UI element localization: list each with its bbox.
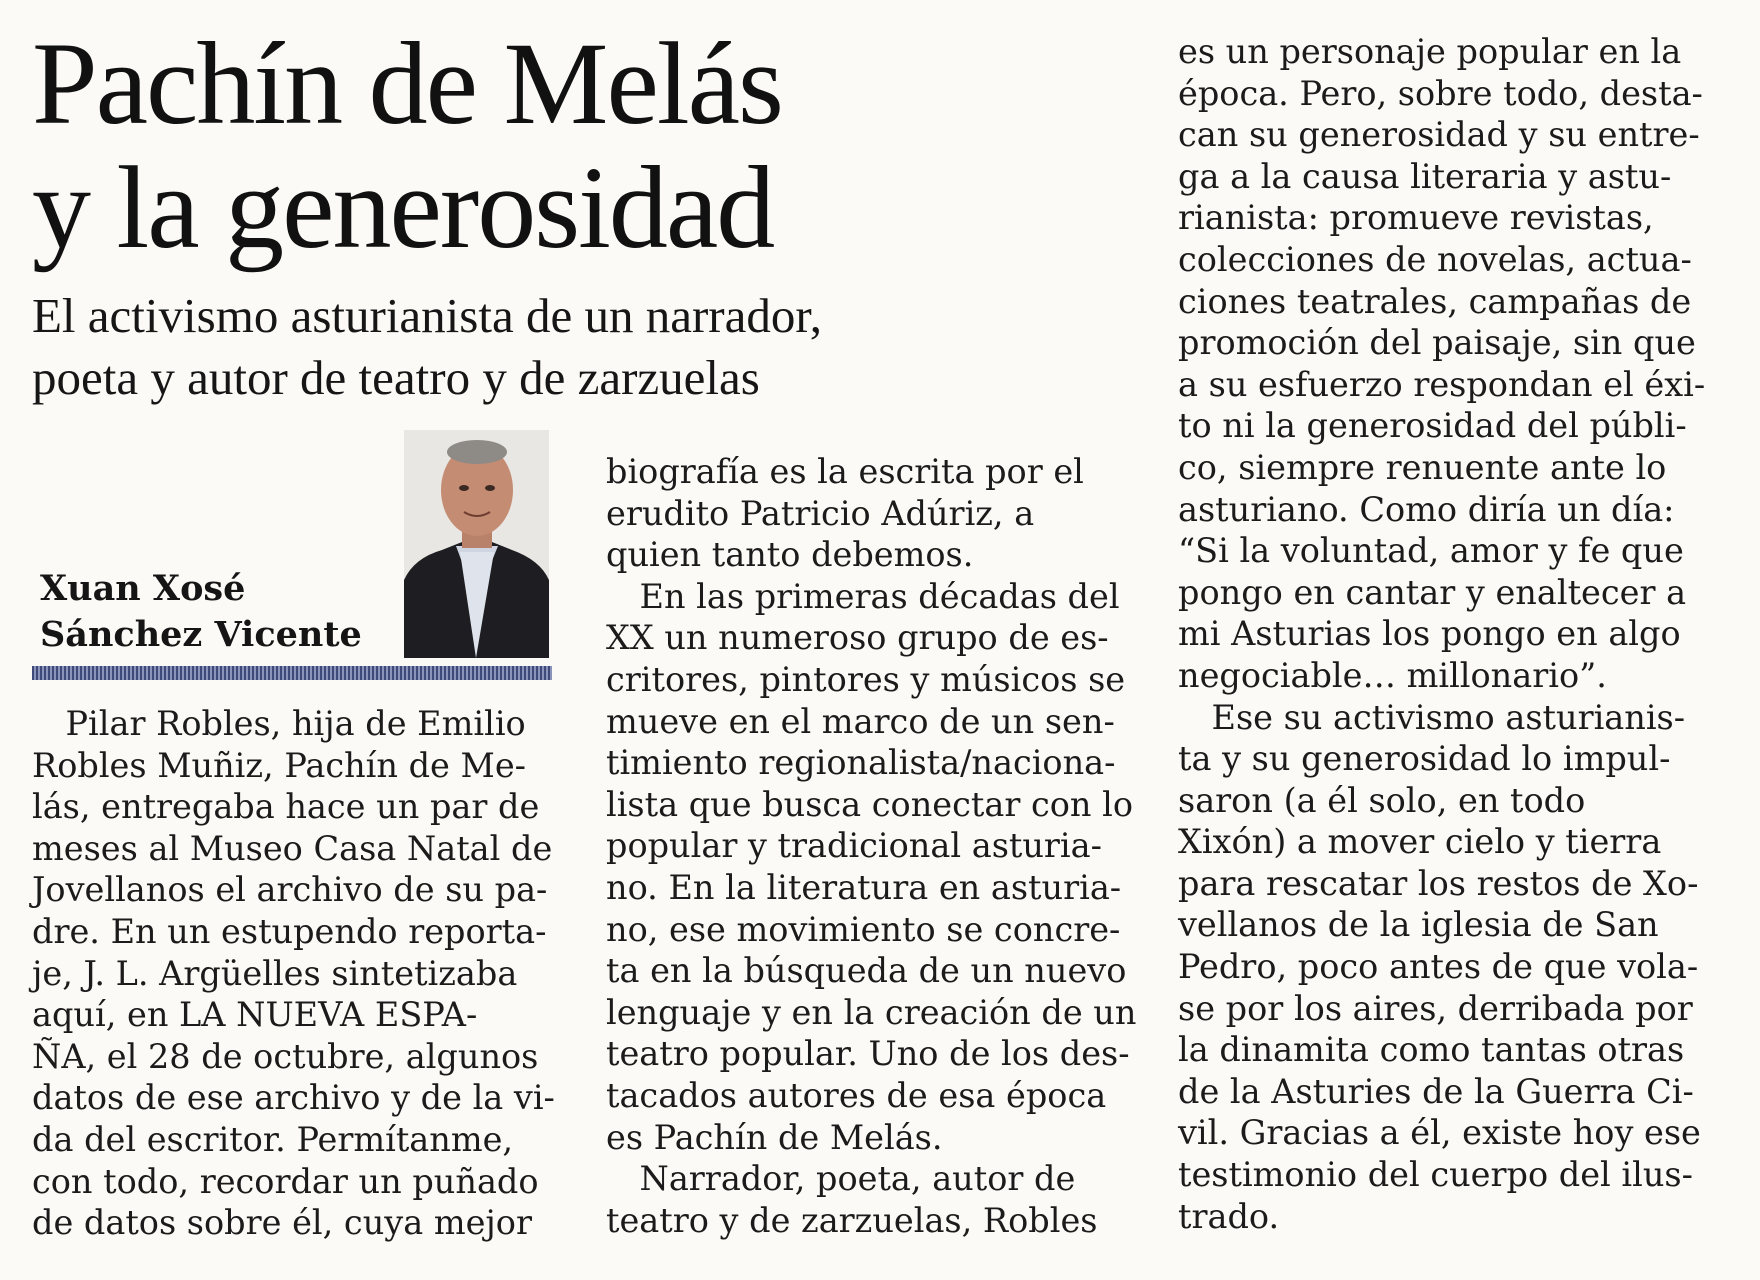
body-text-line: mueve en el marco de un sen- [606,701,1115,741]
body-text-line: es un personaje popular en la [1178,32,1682,71]
byline-divider [32,666,552,680]
byline-box [32,430,552,684]
body-text-line: testimonio del cuerpo del ilus- [1178,1155,1693,1195]
body-text-line: es Pachín de Melás. [606,1117,943,1157]
body-text-line: je, J. L. Argüelles sintetizaba [32,953,518,993]
text-column-2 [606,451,1146,1241]
body-text-line: ta en la búsqueda de un nuevo [606,951,1127,991]
body-text-line: de la Asturies de la Guerra Ci- [1178,1071,1694,1111]
body-text-line: vellanos de la iglesia de San [1178,905,1659,945]
text-column-3 [1178,31,1738,1237]
text-column-1 [32,703,555,1244]
body-text-line: Narrador, poeta, autor de [606,1159,1076,1199]
title-line-1: Pachín de Melás [32,18,782,149]
body-text-line: En las primeras décadas del [606,576,1120,616]
body-text-line: vil. Gracias a él, existe hoy ese [1178,1113,1701,1153]
body-text-line: “Si la voluntad, amor y fe que [1178,531,1684,571]
body-text-line: lenguaje y en la creación de un [606,992,1137,1032]
subtitle-line-1: El activismo asturianista de un narrador, [32,288,822,343]
body-text-line: quien tanto debemos. [606,535,974,575]
body-text-line: to ni la generosidad del públi- [1178,406,1687,446]
body-text-line: timiento regionalista/naciona- [606,743,1116,783]
body-text-line: Jovellanos el archivo de su pa- [32,870,548,910]
body-text-line: can su generosidad y su entre- [1178,115,1700,155]
body-text-line: aquí, en LA NUEVA ESPA- [32,995,478,1035]
body-text-line: ta y su generosidad lo impul- [1178,739,1671,779]
body-text-line: ga a la causa literaria y astu- [1178,156,1672,196]
author-photo [404,430,549,658]
author-name-line-1: Xuan Xosé [40,568,246,609]
body-text-line: erudito Patricio Adúriz, a [606,493,1035,533]
body-text-line: Xixón) a mover cielo y tierra [1178,822,1662,862]
title-line-2: y la generosidad [32,142,774,273]
author-name [40,566,400,658]
body-text-line: da del escritor. Permítanme, [32,1119,514,1159]
author-name-line-2: Sánchez Vicente [40,614,362,655]
body-text-line: asturiano. Como diría un día: [1178,489,1675,529]
body-text-line: Robles Muñiz, Pachín de Me- [32,745,526,785]
body-text-line: lista que busca conectar con lo [606,784,1134,824]
body-text-line: a su esfuerzo respondan el éxi- [1178,364,1706,404]
body-text-line: biografía es la escrita por el [606,452,1084,491]
body-text-line: Ese su activismo asturianis- [1178,697,1686,737]
body-text-line: se por los aires, derribada por [1178,988,1693,1028]
author-portrait-image [404,430,549,658]
body-text-line: colecciones de novelas, actua- [1178,239,1692,279]
body-text-line: lás, entregaba hace un par de [32,787,540,827]
body-text-line: teatro y de zarzuelas, Robles [606,1200,1098,1240]
body-text-line: popular y tradicional asturia- [606,826,1102,866]
body-text-line: tacados autores de esa época [606,1075,1107,1115]
body-text-line: pongo en cantar y enaltecer a [1178,572,1687,612]
body-text-line: critores, pintores y músicos se [606,659,1126,699]
body-text-line: época. Pero, sobre todo, desta- [1178,73,1703,113]
article-subtitle [32,285,1132,409]
body-text-line: meses al Museo Casa Natal de [32,828,553,868]
body-text-line: no, ese movimiento se concre- [606,909,1121,949]
body-text-line: XX un numeroso grupo de es- [606,618,1109,658]
body-text-line: teatro popular. Uno de los des- [606,1034,1130,1074]
body-text-line: rianista: promueve revistas, [1178,198,1654,238]
body-text-line: promoción del paisaje, sin que [1178,323,1696,363]
body-text-line: saron (a él solo, en todo [1178,780,1586,820]
body-text-line: mi Asturias los pongo en algo [1178,614,1681,654]
body-text-line: Pedro, poco antes de que vola- [1178,947,1699,987]
body-text-line: co, siempre renuente ante lo [1178,447,1667,487]
article-title [32,18,1132,273]
body-text-line: no. En la literatura en asturia- [606,867,1122,907]
body-text-line: Pilar Robles, hija de Emilio [32,704,526,743]
body-text-line: de datos sobre él, cuya mejor [32,1203,532,1243]
body-text-line: negociable… millonario”. [1178,655,1607,695]
body-text-line: ciones teatrales, campañas de [1178,281,1692,321]
body-text-line: con todo, recordar un puñado [32,1161,539,1201]
body-text-line: ÑA, el 28 de octubre, algunos [32,1036,539,1076]
body-text-line: para rescatar los restos de Xo- [1178,863,1699,903]
subtitle-line-2: poeta y autor de teatro y de zarzuelas [32,350,760,405]
body-text-line: trado. [1178,1196,1280,1236]
body-text-line: la dinamita como tantas otras [1178,1030,1685,1070]
body-text-line: dre. En un estupendo reporta- [32,911,547,951]
body-text-line: datos de ese archivo y de la vi- [32,1078,555,1118]
